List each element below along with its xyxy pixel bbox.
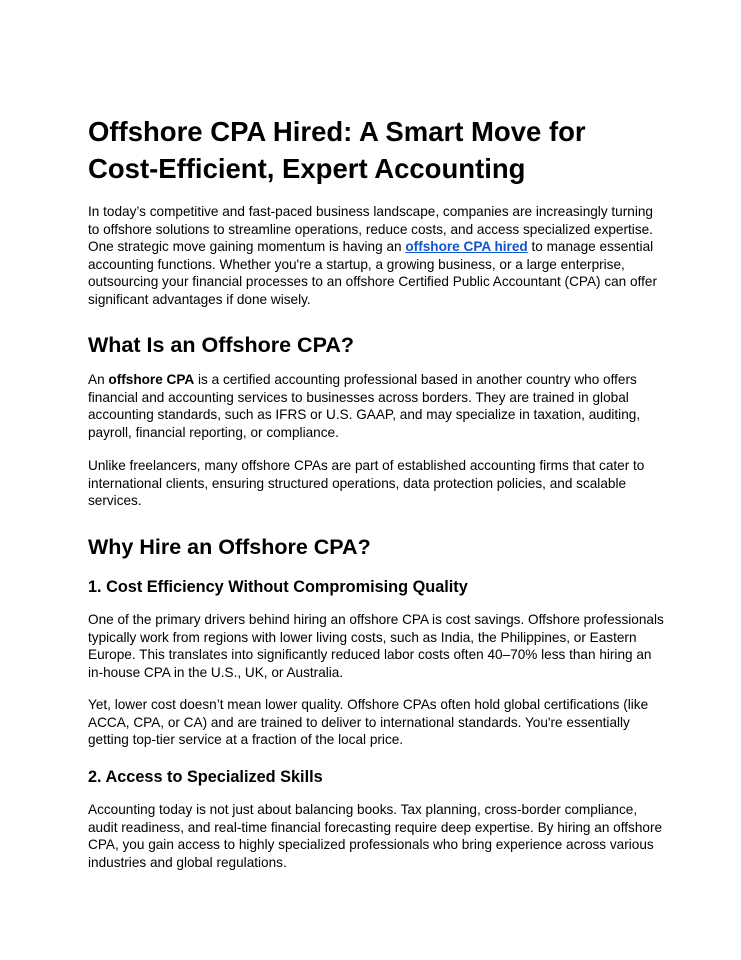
subheading-specialized-skills: 2. Access to Specialized Skills xyxy=(88,768,323,786)
paragraph-line: accounting standards, such as IFRS or U.S. GAAP, and may specialize in taxation, auditing, xyxy=(88,407,641,423)
paragraph-line: CPA, you gain access to highly specialized professionals who bring experience across various xyxy=(88,837,654,853)
section-heading-what-is: What Is an Offshore CPA? xyxy=(88,333,354,357)
intro-line: to offshore solutions to streamline operations, reduce costs, and access specialized expertise. xyxy=(88,221,653,237)
offshore-cpa-hired-link[interactable]: offshore CPA hired xyxy=(405,239,528,255)
intro-line: In today’s competitive and fast-paced business landscape, companies are increasingly turning xyxy=(88,204,653,219)
what-is-paragraph-2 xyxy=(88,457,658,510)
specialized-skills-paragraph xyxy=(88,801,663,871)
intro-text: One strategic move gaining momentum is having an xyxy=(88,239,406,255)
paragraph-line: Yet, lower cost doesn’t mean lower quality. Offshore CPAs often hold global certifications (like xyxy=(88,697,649,712)
paragraph-line: international clients, ensuring structured operations, data protection policies, and scalable xyxy=(88,475,627,491)
cost-efficiency-paragraph-2 xyxy=(88,696,658,749)
what-is-paragraph-1 xyxy=(88,371,658,441)
bold-term: offshore CPA xyxy=(108,372,195,387)
intro-text: to manage essential xyxy=(527,239,654,255)
paragraph-line: getting top-tier service at a fraction of the local price. xyxy=(88,732,404,748)
cost-efficiency-paragraph-1 xyxy=(88,611,664,681)
section-heading-why-hire: Why Hire an Offshore CPA? xyxy=(88,535,371,559)
intro-line: accounting functions. Whether you're a startup, a growing business, or a large enterprise, xyxy=(88,256,625,272)
paragraph-line: Europe. This translates into significantly reduced labor costs often 40–70% less than hiring an xyxy=(88,647,652,663)
intro-line: significant advantages if done wisely. xyxy=(88,291,311,307)
title-line-1: Offshore CPA Hired: A Smart Move for xyxy=(88,116,586,147)
title-line-2: Cost-Efficient, Expert Accounting xyxy=(88,153,526,184)
paragraph-line: financial and accounting services to businesses across borders. They are trained in global xyxy=(88,389,629,405)
paragraph-line: payroll, financial reporting, or compliance. xyxy=(88,424,339,440)
paragraph-line: One of the primary drivers behind hiring an offshore CPA is cost savings. Offshore professionals xyxy=(88,612,664,627)
intro-line xyxy=(88,238,658,256)
paragraph-line: Accounting today is not just about balancing books. Tax planning, cross-border compliance, xyxy=(88,802,638,817)
paragraph-line: services. xyxy=(88,493,142,509)
paragraph-line: typically work from regions with lower living costs, such as India, the Philippines, or Eastern xyxy=(88,629,637,645)
paragraph-line: in-house CPA in the U.S., UK, or Australia. xyxy=(88,664,344,680)
paragraph-line xyxy=(88,371,658,389)
paragraph-text: An xyxy=(88,372,109,387)
paragraph-line: audit readiness, and real-time financial forecasting require deep expertise. By hiring an offshore xyxy=(88,819,663,835)
paragraph-text: is a certified accounting professional based in another country who offers xyxy=(194,372,637,387)
page-title xyxy=(88,113,658,187)
intro-line: outsourcing your financial processes to an offshore Certified Public Accountant (CPA) can offer xyxy=(88,274,657,290)
subheading-cost-efficiency: 1. Cost Efficiency Without Compromising Quality xyxy=(88,578,468,596)
paragraph-line: Unlike freelancers, many offshore CPAs are part of established accounting firms that cater to xyxy=(88,458,645,473)
intro-paragraph xyxy=(88,203,658,309)
paragraph-line: ACCA, CPA, or CA) and are trained to deliver to international standards. You're essentially xyxy=(88,714,630,730)
paragraph-line: industries and global regulations. xyxy=(88,854,287,870)
